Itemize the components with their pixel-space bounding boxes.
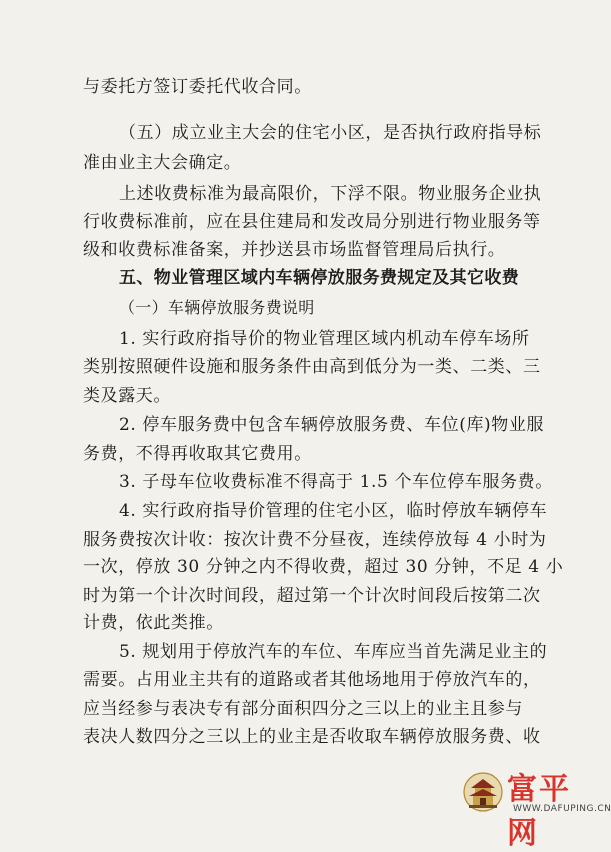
text-line: 服务费按次计收：按次计费不分昼夜，连续停放每 4 小时为 [83,530,547,550]
text-line: 务费，不得再收取其它费用。 [83,444,312,464]
text-line: 4. 实行政府指导价管理的住宅小区，临时停放车辆停车 [119,501,548,521]
text-line: 准由业主大会确定。 [83,153,242,173]
text-line: 类及露天。 [83,386,171,406]
text-line: 需要。占用业主共有的道路或者其他场地用于停放汽车的， [83,670,541,690]
text-line: 时为第一个计次时间段，超过第一个计次时间段后按第二次 [83,586,541,606]
text-line: 类别按照硬件设施和服务条件由高到低分为一类、二类、三 [83,357,541,377]
text-line: 计费，依此类推。 [83,613,224,633]
text-line: 行收费标准前，应在县住建局和发改局分别进行物业服务等 [83,212,541,232]
text-line: 2. 停车服务费中包含车辆停放服务费、车位(库)物业服 [119,415,545,435]
pagoda-logo-icon [463,770,503,814]
section-heading: 五、物业管理区域内车辆停放服务费规定及其它收费 [119,268,520,288]
text-line: 上述收费标准为最高限价，下浮不限。物业服务企业执 [119,184,542,204]
text-line: 级和收费标准备案，并抄送县市场监督管理局后执行。 [83,240,506,260]
text-line: 表决人数四分之三以上的业主是否收取车辆停放服务费、收 [83,727,541,747]
text-line: 与委托方签订委托代收合同。 [83,77,312,97]
watermark-url: WWW.DAFUPING.CN [513,804,611,814]
text-line: 5. 规划用于停放汽车的车位、车库应当首先满足业主的 [119,642,548,662]
watermark-brand: 富平网 [507,772,571,851]
text-line: 应当经参与表决专有部分面积四分之三以上的业主且参与 [83,699,523,719]
text-line: 1. 实行政府指导价的物业管理区域内机动车停车场所 [119,329,530,349]
text-line: 一次，停放 30 分钟之内不得收费，超过 30 分钟，不足 4 小 [83,557,564,577]
subsection-heading: （一）车辆停放服务费说明 [119,298,315,317]
text-line: （五）成立业主大会的住宅小区，是否执行政府指导标 [119,123,542,143]
text-line: 3. 子母车位收费标准不得高于 1.5 个车位停车服务费。 [119,472,553,492]
watermark [463,764,611,851]
